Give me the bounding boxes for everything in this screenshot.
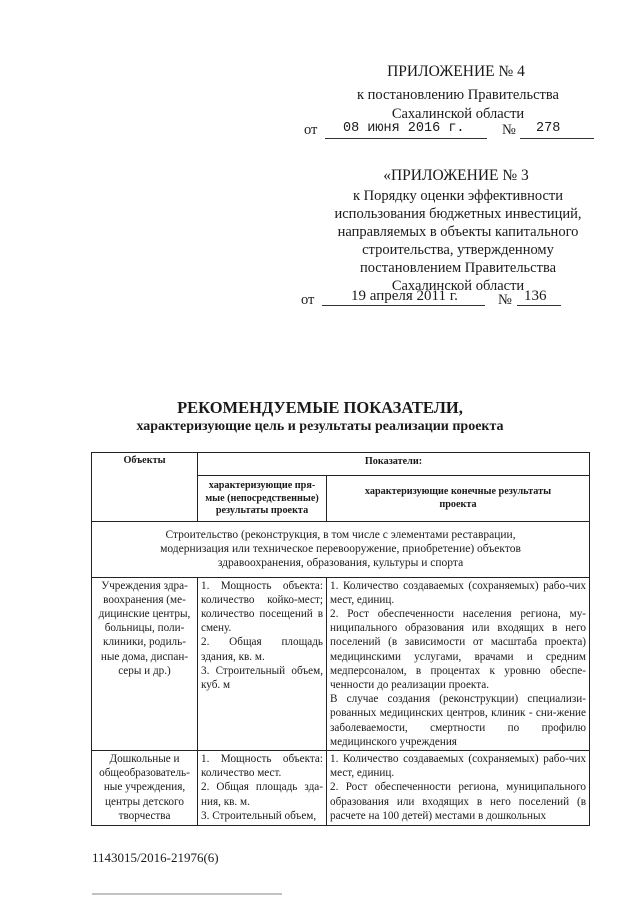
appendix3-number-label: № bbox=[498, 292, 512, 308]
header-objects: Объекты bbox=[92, 453, 198, 522]
object-cell: Учреждения здра-воохранения (ме-дицинские центры, больницы, поли-клиники, родиль-ные дома, диспан-серы и др.) bbox=[92, 577, 198, 750]
direct-item: 3. Строительный объем, bbox=[201, 809, 317, 822]
appendix3-line: строительства, утвержденному bbox=[362, 242, 554, 258]
appendix4-number-label: № bbox=[502, 122, 516, 138]
appendix3-line: постановлением Правительства bbox=[359, 260, 557, 276]
appendix3-line: направляемых в объекты капитального bbox=[337, 224, 579, 240]
final-item: 1. Количество создаваемых (сохраняемых) рабо-чих мест, единиц. bbox=[330, 579, 587, 606]
appendix3-line: использования бюджетных инвестиций, bbox=[334, 206, 582, 222]
direct-cell bbox=[198, 577, 327, 750]
appendix3-date: 19 апреля 2011 г. bbox=[351, 288, 458, 304]
direct-item: 2. Общая площадь зда-ния, кв. м. bbox=[201, 781, 323, 808]
appendix3-title: «ПРИЛОЖЕНИЕ № 3 bbox=[383, 167, 529, 184]
appendix3-line: Сахалинской области bbox=[391, 278, 525, 294]
table-row bbox=[92, 751, 590, 826]
section-title: Строительство (реконструкция, в том числе с элементами реставрации, модернизация или техническое перевооружение, приобретение) объектов здравоохранения, образования, культуры и спорта bbox=[92, 522, 590, 578]
appendix4-number: 278 bbox=[536, 121, 561, 136]
appendix3-number-underline bbox=[517, 305, 561, 306]
scan-artifact bbox=[92, 893, 282, 895]
final-item: 2. Рост обеспеченности населения региона, му-ниципального образования или входящих в него поселений (в зависимости от масштаба проекта) медицинскими услугами, врачами и средним медперсоналом, в процентах к уровню обеспе-ченности до реализации проекта. bbox=[330, 608, 587, 692]
appendix3-from-label: от bbox=[301, 292, 315, 308]
appendix4-date: 08 июня 2016 г. bbox=[343, 121, 465, 136]
final-item: 1. Количество создаваемых (сохраняемых) рабо-чих мест, единиц. bbox=[330, 753, 587, 780]
direct-item: 2. Общая площадь здания, кв. м. bbox=[201, 636, 323, 663]
direct-item: 1. Мощность объекта: количество мест. bbox=[201, 753, 323, 780]
appendix4-line1: к постановлению Правительства bbox=[357, 87, 559, 103]
final-cell bbox=[327, 577, 590, 750]
appendix3-number: 136 bbox=[524, 288, 547, 304]
indicators-table bbox=[91, 452, 590, 826]
final-item: 2. Рост обеспеченности региона, муниципального образования или входящих в него поселений (в расчете на 100 детей) местами в дошкольных bbox=[330, 781, 587, 822]
appendix4-from-label: от bbox=[304, 122, 318, 138]
table-header-row bbox=[92, 453, 590, 476]
direct-item: 3. Строительный объем, куб. м bbox=[201, 664, 323, 692]
appendix4-title: ПРИЛОЖЕНИЕ № 4 bbox=[387, 63, 525, 80]
table-row bbox=[92, 577, 590, 750]
table-section-row bbox=[92, 522, 590, 578]
header-final-results: характеризующие конечные результаты проекта bbox=[327, 476, 590, 522]
object-cell: Дошкольные и общеобразователь-ные учреждения, центры детского творчества bbox=[92, 751, 198, 826]
final-cell bbox=[327, 751, 590, 826]
appendix3-line: к Порядку оценки эффективности bbox=[352, 188, 564, 204]
header-indicators: Показатели: bbox=[198, 453, 590, 476]
direct-item: 1. Мощность объекта: количество койко-мест; количество посещений в смену. bbox=[201, 579, 323, 635]
direct-cell bbox=[198, 751, 327, 826]
appendix3-date-underline bbox=[322, 305, 485, 306]
doc-title: РЕКОМЕНДУЕМЫЕ ПОКАЗАТЕЛИ, bbox=[177, 398, 463, 417]
document-code: 1143015/2016-21976(6) bbox=[92, 850, 219, 865]
header-direct-results: характеризующие пря-мые (непосредственные) результаты проекта bbox=[198, 476, 327, 522]
appendix4-date-underline bbox=[325, 138, 487, 139]
appendix4-line2: Сахалинской области bbox=[391, 106, 525, 122]
doc-subtitle: характеризующие цель и результаты реализации проекта bbox=[136, 419, 504, 434]
appendix4-number-underline bbox=[520, 138, 594, 139]
final-item: В случае создания (реконструкции) специализи-рованных медицинских центров, клиник - сни-жение заболеваемости, смертности по профилю медицинского учреждения bbox=[330, 693, 587, 748]
